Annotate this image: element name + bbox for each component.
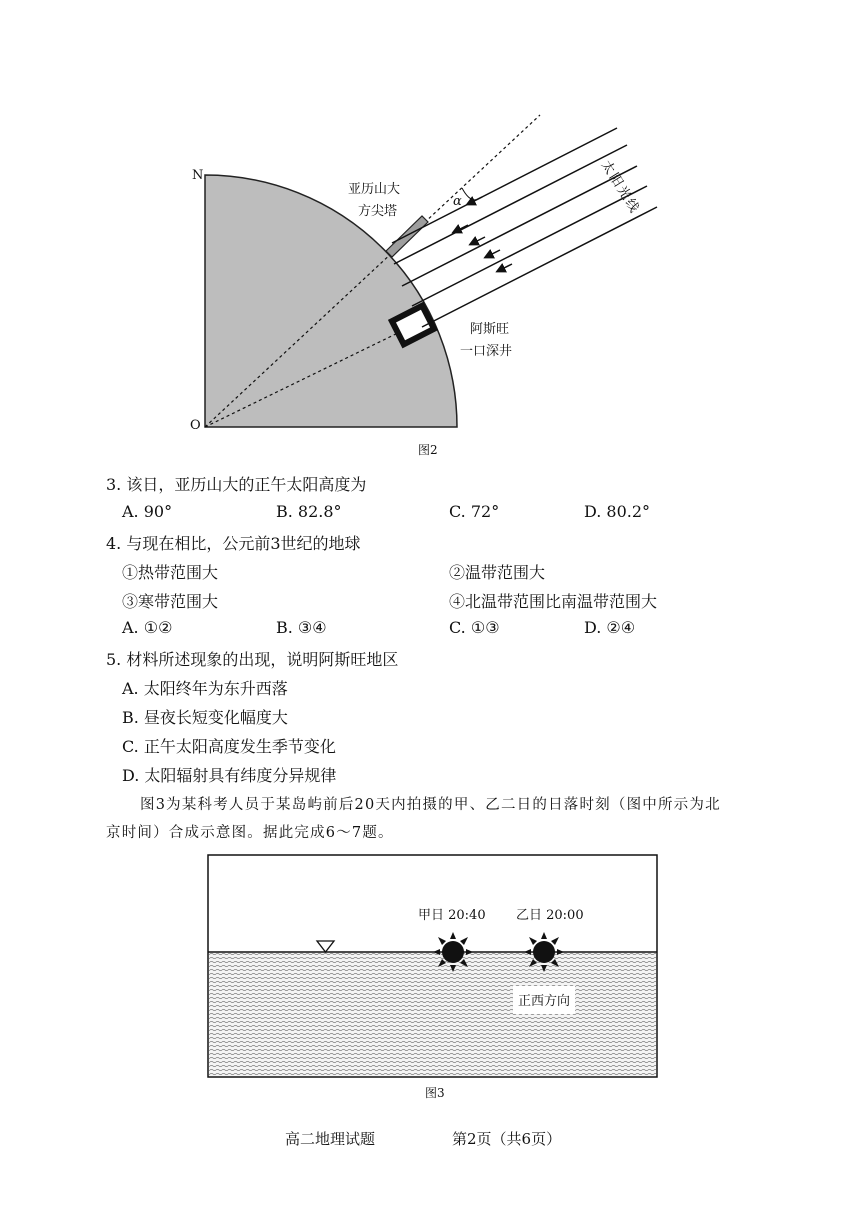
earth-quadrant — [205, 175, 457, 427]
sun-ray — [412, 186, 647, 306]
q3-option-d: D. 80.2° — [584, 502, 651, 521]
q5-option-c: C. 正午太阳高度发生季节变化 — [122, 737, 336, 756]
sun-ray — [422, 207, 657, 327]
tower-label-line1: 亚历山大 — [348, 182, 401, 197]
q4-item-4: ④北温带范围比南温带范围大 — [449, 592, 658, 611]
figure-3-diagram — [205, 852, 661, 1082]
q5-stem: 5. 材料所述现象的出现，说明阿斯旺地区 — [106, 650, 399, 669]
ray-arrow — [473, 237, 485, 243]
label-north: N — [192, 168, 204, 183]
obelisk-icon — [386, 216, 428, 257]
figure-2-caption: 图2 — [418, 443, 438, 457]
intro-line-1: 图3为某科考人员于某岛屿前后20天内拍摄的甲、乙二日的日落时刻（图中所示为北 — [140, 797, 721, 813]
ray-arrow — [488, 250, 500, 256]
alpha-label: α — [453, 194, 462, 209]
sun-icon-day1 — [433, 932, 473, 972]
q5-option-b: B. 昼夜长短变化幅度大 — [122, 708, 288, 727]
q4-option-d: D. ②④ — [584, 618, 636, 637]
q4-item-2: ②温带范围大 — [449, 563, 546, 582]
ray-arrow — [500, 264, 512, 270]
footer-subject: 高二地理试题 — [285, 1130, 376, 1148]
sun1-label: 甲日 20:40 — [418, 908, 486, 923]
sun-ray — [394, 145, 627, 264]
q4-stem: 4. 与现在相比，公元前3世纪的地球 — [106, 534, 361, 553]
q4-item-1: ①热带范围大 — [122, 563, 219, 582]
sun-ray — [392, 128, 617, 243]
footer-page-number: 第2页（共6页） — [452, 1130, 562, 1148]
q4-item-3: ③寒带范围大 — [122, 592, 219, 611]
q3-stem: 3. 该日，亚历山大的正午太阳高度为 — [106, 475, 367, 494]
q5-option-a: A. 太阳终年为东升西落 — [122, 679, 288, 698]
sun-icon-day2 — [524, 932, 564, 972]
figure-3-caption: 图3 — [425, 1086, 445, 1100]
q4-option-c: C. ①③ — [449, 618, 500, 637]
sun2-label: 乙日 20:00 — [516, 908, 584, 923]
direction-label: 正西方向 — [518, 994, 571, 1009]
q3-option-c: C. 72° — [449, 502, 500, 521]
sea-area — [209, 952, 656, 1076]
q4-option-a: A. ①② — [122, 618, 173, 637]
sun-ray — [402, 166, 637, 286]
q3-option-b: B. 82.8° — [276, 502, 342, 521]
figure-2-diagram — [180, 110, 700, 450]
alpha-angle-arc — [462, 188, 478, 200]
well-label-line2: 一口深井 — [460, 344, 513, 359]
q4-option-b: B. ③④ — [276, 618, 327, 637]
intro-line-2: 京时间）合成示意图。据此完成6～7题。 — [106, 825, 394, 841]
q5-option-d: D. 太阳辐射具有纬度分异规律 — [122, 766, 337, 785]
q3-option-a: A. 90° — [122, 502, 173, 521]
label-center-o: O — [190, 418, 201, 433]
well-label-line1: 阿斯旺 — [470, 322, 510, 337]
tower-label-line2: 方尖塔 — [358, 204, 398, 219]
sunlight-label: 太阳光线 — [597, 158, 643, 217]
